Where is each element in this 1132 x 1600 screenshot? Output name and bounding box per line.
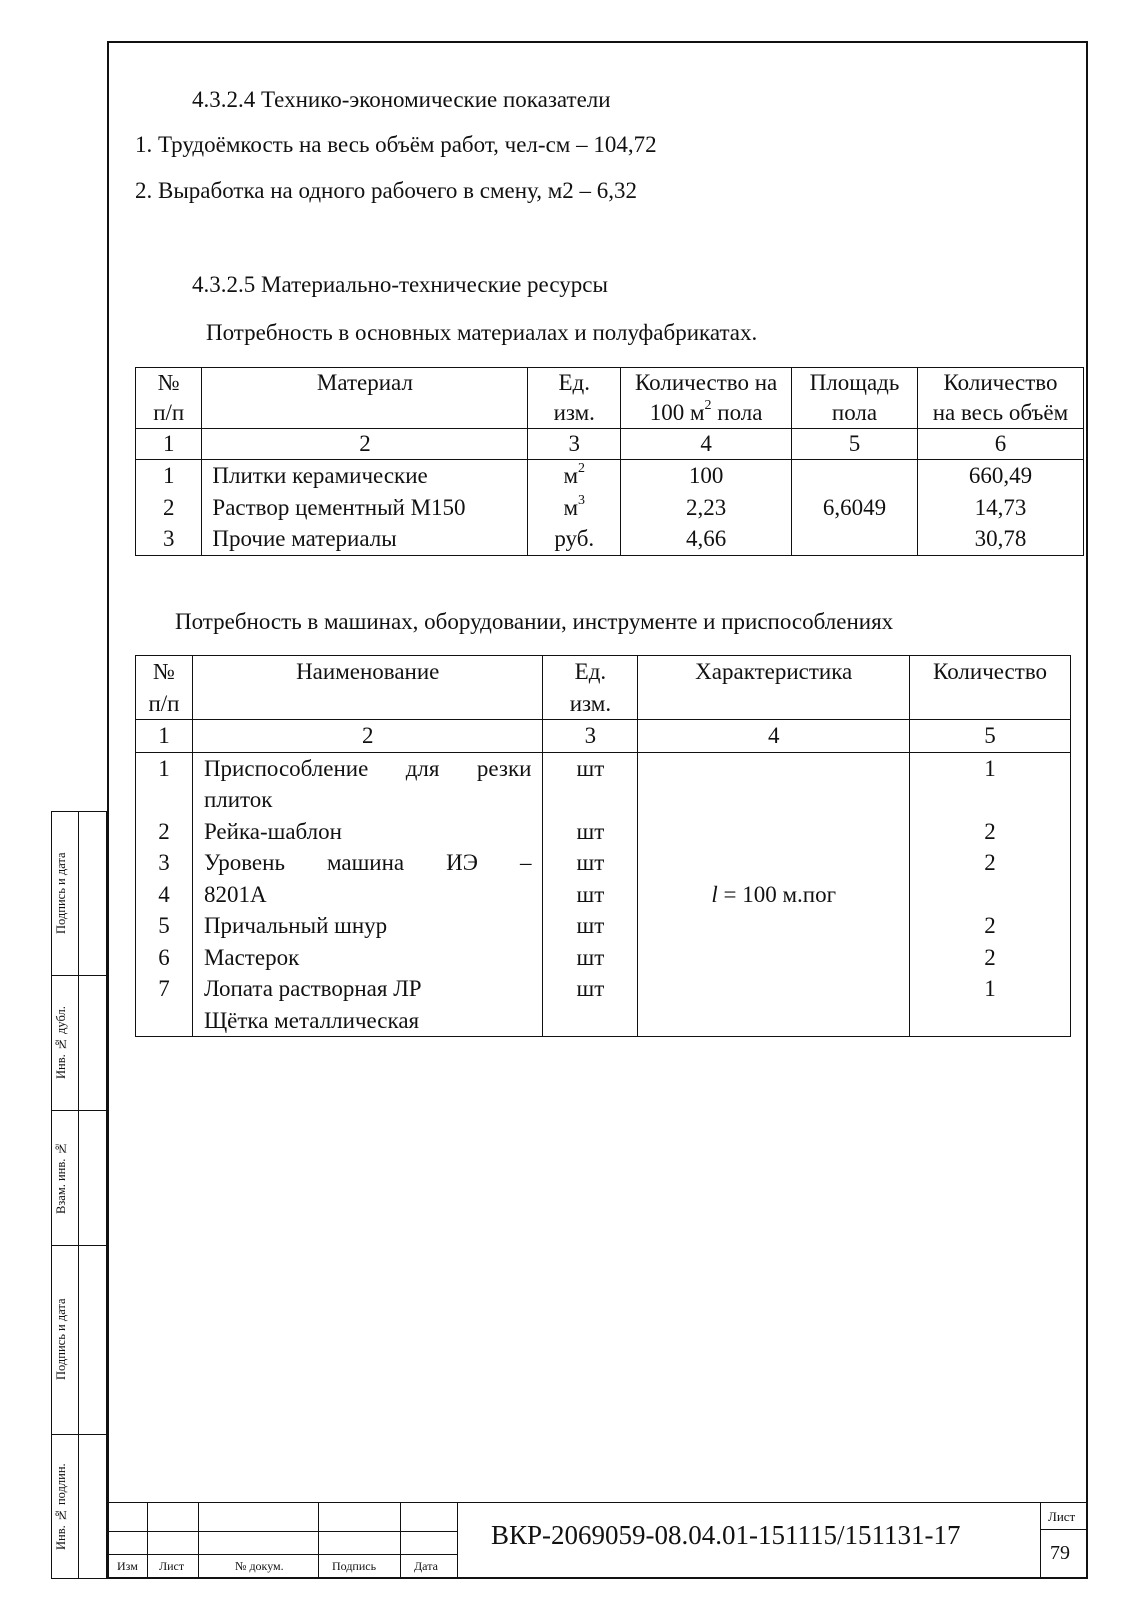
materials-subtitle: Потребность в основных материалах и полуфабрикатах. bbox=[206, 320, 758, 345]
qty-column bbox=[910, 752, 1071, 1037]
item-num: 1 bbox=[158, 755, 170, 781]
item-unit: шт bbox=[576, 755, 605, 781]
sheet-number: 79 bbox=[1050, 1542, 1070, 1564]
item-num bbox=[142, 1005, 186, 1037]
item-name: Рейка-шаблон bbox=[203, 818, 342, 844]
item-name: Мастерок bbox=[203, 944, 300, 970]
colnum: 2 bbox=[192, 720, 543, 753]
row-material: Раствор цементный М150 bbox=[202, 492, 528, 524]
row-qty: 2,23 bbox=[621, 492, 792, 524]
item-num: 5 bbox=[158, 913, 170, 938]
document-code: ВКР-2069059-08.04.01-151115/151131-17 bbox=[491, 1520, 961, 1550]
row-total: 14,73 bbox=[917, 492, 1083, 524]
item-unit bbox=[549, 1005, 631, 1037]
item-num bbox=[142, 784, 186, 816]
stamp-label-original-inv: Инв. № подлин. bbox=[54, 1463, 68, 1551]
header-total: Количество на весь объём bbox=[917, 368, 1083, 429]
materials-table bbox=[135, 367, 1084, 556]
num-column bbox=[136, 752, 193, 1037]
item-qty: 1 bbox=[984, 755, 996, 781]
item-name: Причальный шнур bbox=[203, 913, 388, 938]
header-name: Наименование bbox=[192, 656, 543, 720]
labor-intensity-item: 1. Трудоёмкость на весь объём работ, чел-см – 104,72 bbox=[135, 132, 657, 157]
item-name: Лопата растворная ЛР bbox=[203, 976, 422, 1001]
item-num: 6 bbox=[158, 944, 170, 970]
izm-label: Изм bbox=[117, 1559, 138, 1573]
colnum: 3 bbox=[528, 429, 621, 460]
colnum: 2 bbox=[202, 429, 528, 460]
item-unit: шт bbox=[576, 913, 605, 938]
header-char: Характеристика bbox=[638, 656, 910, 720]
row-total: 30,78 bbox=[917, 523, 1083, 555]
colnum: 1 bbox=[136, 720, 193, 753]
header-unit: Ед. изм. bbox=[543, 656, 638, 720]
materials-header-row bbox=[136, 368, 1084, 429]
materials-colnum-row bbox=[136, 429, 1084, 460]
item-name: Приспособление для резки bbox=[203, 755, 532, 781]
item-qty bbox=[916, 1005, 1064, 1037]
machines-subtitle: Потребность в машинах, оборудовании, инструменте и приспособлениях bbox=[175, 609, 894, 634]
side-stamp bbox=[51, 811, 107, 1579]
row-num: 1 bbox=[136, 460, 202, 492]
header-qty: Количество bbox=[910, 656, 1071, 720]
row-material: Плитки керамические bbox=[202, 460, 528, 492]
item-name: Уровень машина ИЭ – bbox=[203, 850, 532, 875]
stamp-label-signature-date-2: Подпись и дата bbox=[54, 1298, 68, 1381]
item-unit bbox=[549, 784, 631, 816]
row-num: 2 bbox=[136, 492, 202, 524]
item-name: плиток bbox=[203, 787, 273, 812]
machines-colnum-row bbox=[136, 720, 1071, 753]
item-name: 8201А bbox=[203, 881, 267, 907]
colnum: 5 bbox=[792, 429, 918, 460]
colnum: 5 bbox=[910, 720, 1071, 753]
header-unit: Ед. изм. bbox=[528, 368, 621, 429]
item-unit: шт bbox=[576, 976, 605, 1001]
machines-table bbox=[135, 655, 1071, 1037]
item-num: 3 bbox=[158, 850, 170, 875]
table-row bbox=[136, 460, 1084, 492]
header-material: Материал bbox=[202, 368, 528, 429]
table-row bbox=[136, 492, 1084, 524]
characteristic-cell bbox=[638, 752, 910, 1037]
header-area: Площадь пола bbox=[792, 368, 918, 429]
area-value: 6,6049 bbox=[792, 460, 918, 556]
item-name: Щётка металлическая bbox=[203, 1007, 420, 1033]
unit-column bbox=[543, 752, 638, 1037]
stamp-label-dup-inv: Инв. № дубл. bbox=[54, 1006, 68, 1079]
colnum: 6 bbox=[917, 429, 1083, 460]
item-unit: шт bbox=[576, 881, 605, 907]
date-label: Дата bbox=[414, 1559, 438, 1573]
char-value: = 100 м.пог bbox=[717, 881, 837, 907]
sheet-label: Лист bbox=[1048, 1509, 1076, 1524]
item-unit: шт bbox=[576, 818, 605, 844]
machines-header-row bbox=[136, 656, 1071, 720]
output-item: 2. Выработка на одного рабочего в смену, м2 – 6,32 bbox=[135, 178, 638, 203]
char-variable: l bbox=[711, 881, 718, 907]
signature-label: Подпись bbox=[332, 1559, 377, 1573]
item-qty bbox=[916, 784, 1064, 816]
name-column bbox=[192, 752, 543, 1037]
row-qty: 4,66 bbox=[621, 523, 792, 555]
colnum: 4 bbox=[638, 720, 910, 753]
header-num: № п/п bbox=[136, 368, 202, 429]
item-qty: 2 bbox=[984, 850, 996, 875]
header-qty: Количество на 100 $м^2$ пола bbox=[621, 368, 792, 429]
item-num: 4 bbox=[158, 881, 170, 907]
item-qty: 1 bbox=[984, 976, 996, 1001]
item-unit: шт bbox=[576, 850, 605, 875]
table-row bbox=[136, 523, 1084, 555]
item-qty: 2 bbox=[984, 818, 996, 844]
section-425-heading: 4.3.2.5 Материально-технические ресурсы bbox=[192, 272, 608, 297]
item-qty: 2 bbox=[984, 944, 996, 970]
doc-number-label: № докум. bbox=[235, 1559, 284, 1573]
item-qty bbox=[916, 879, 1064, 911]
item-qty: 2 bbox=[984, 913, 996, 938]
table-row bbox=[136, 752, 1071, 1037]
section-424-heading: 4.3.2.4 Технико-экономические показатели bbox=[192, 87, 611, 112]
stamp-label-signature-date: Подпись и дата bbox=[54, 852, 68, 935]
row-qty: 100 bbox=[621, 460, 792, 492]
row-unit: $м^2$ bbox=[528, 460, 621, 492]
row-unit: $м^3$ bbox=[528, 492, 621, 524]
item-num: 7 bbox=[158, 976, 170, 1001]
stamp-label-replace-inv: Взам. инв. № bbox=[54, 1141, 68, 1214]
item-num: 2 bbox=[158, 818, 170, 844]
row-total: 660,49 bbox=[917, 460, 1083, 492]
row-num: 3 bbox=[136, 523, 202, 555]
row-material: Прочие материалы bbox=[202, 523, 528, 555]
colnum: 1 bbox=[136, 429, 202, 460]
colnum: 3 bbox=[543, 720, 638, 753]
item-unit: шт bbox=[576, 944, 605, 970]
row-unit: руб. bbox=[528, 523, 621, 555]
list-label: Лист bbox=[159, 1559, 185, 1573]
colnum: 4 bbox=[621, 429, 792, 460]
header-num: № п/п bbox=[136, 656, 193, 720]
